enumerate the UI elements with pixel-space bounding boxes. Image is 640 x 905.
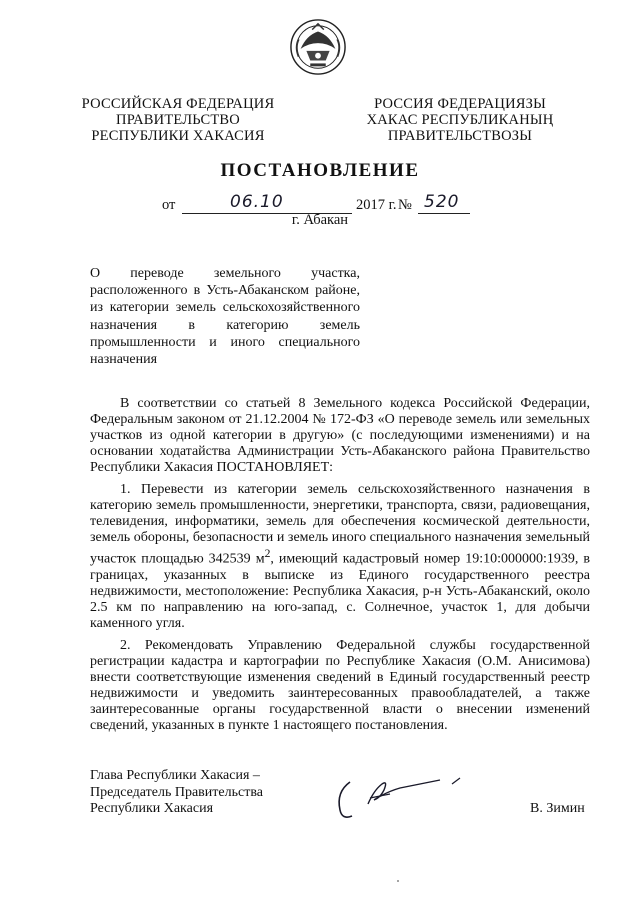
subject-line: назначения в категорию земель [90,317,360,333]
subject-line: расположенного в Усть-Абаканском районе, [90,283,360,299]
item-1-text-cont: , имеющий кадастровый номер 19:10:000000:1939, в границах, указанных в выписке из Единого государственного реестра недвижимости, местоположение: Республика Хакасия, р-н Усть-Абаканский, около 2.5 км по направлению на юго-запад, с. Солнечное, участок 1, для добычи каменного угля. [90,551,590,631]
document-subject [90,265,360,368]
item-1-paragraph [90,482,590,632]
city: г. Абакан [291,212,349,228]
subject-line: назначения [90,352,158,368]
preamble-paragraph: В соответствии со статьей 8 Земельного кодекса Российской Федерации, Федеральным законом от 21.12.2004 № 172-ФЗ «О переводе земель или земельных участков из одной категории в другую» (с последующими изменениями) и на основании ходатайства Администрации Усть-Абаканского района Правительство Республики Хакасия ПОСТАНОВЛЯЕТ: [90,396,590,475]
item-1-text: 1. Перевести из категории земель сельскохозяйственного назначения в категорию земель промышленности, энергетики, транспорта, связи, радиовещания, телевидения, информатики, земель для обеспечения космической деятельности, земель обороны, безопасности и земель иного специального назначения земельный участок площадью 342539 м [90,482,590,567]
subject-line: промышленности и иного специального [90,334,360,350]
header-right-line: ХАКАС РЕСПУБЛИКАНЫҢ [366,112,554,128]
header-right [360,96,560,144]
signatory-name: В. Зимин [530,801,585,816]
document-body [90,396,590,734]
header-right-line: ПРАВИТЕЛЬСТВОЗЫ [387,128,533,144]
signatory-position-line: Глава Республики Хакасия – [90,768,260,783]
handwritten-signature [330,770,470,825]
coat-of-arms-emblem [289,18,347,76]
subject-line: О переводе земельного участка, [90,266,360,281]
header-left-line: РОССИЙСКАЯ ФЕДЕРАЦИЯ [81,96,275,112]
subject-line: из категории земель сельскохозяйственного [90,300,360,316]
item-1-superscript: 2 [264,547,271,560]
header-left-line: ПРАВИТЕЛЬСТВО [116,112,240,128]
number-label: № [398,197,412,213]
number-handwritten: 520 [424,192,460,212]
date-handwritten: 06.10 [230,192,284,212]
signatory-position-line: Председатель Правительства [90,784,263,800]
header-left [78,96,278,144]
date-from-label: от [162,197,176,213]
signatory-position-line: Республики Хакасия [90,801,214,816]
document-title: ПОСТАНОВЛЕНИЕ [220,160,420,181]
signatory-position [90,768,263,818]
scan-mark [396,879,400,883]
header-left-line: РЕСПУБЛИКИ ХАКАСИЯ [91,128,265,144]
header-right-line: РОССИЯ ФЕДЕРАЦИЯЗЫ [374,96,546,112]
item-2-paragraph: 2. Рекомендовать Управлению Федеральной службы государственной регистрации кадастра и картографии по Республике Хакасия (О.М. Анисимова) внести соответствующие изменения сведений в Единый государственный реестр недвижимости и уведомить заинтересованных правообладателей, а также заинтересованные органы государственной власти о внесении изменений сведений, указанных в пункте 1 настоящего постановления. [90,637,590,733]
date-year: 2017 г. [356,197,397,213]
